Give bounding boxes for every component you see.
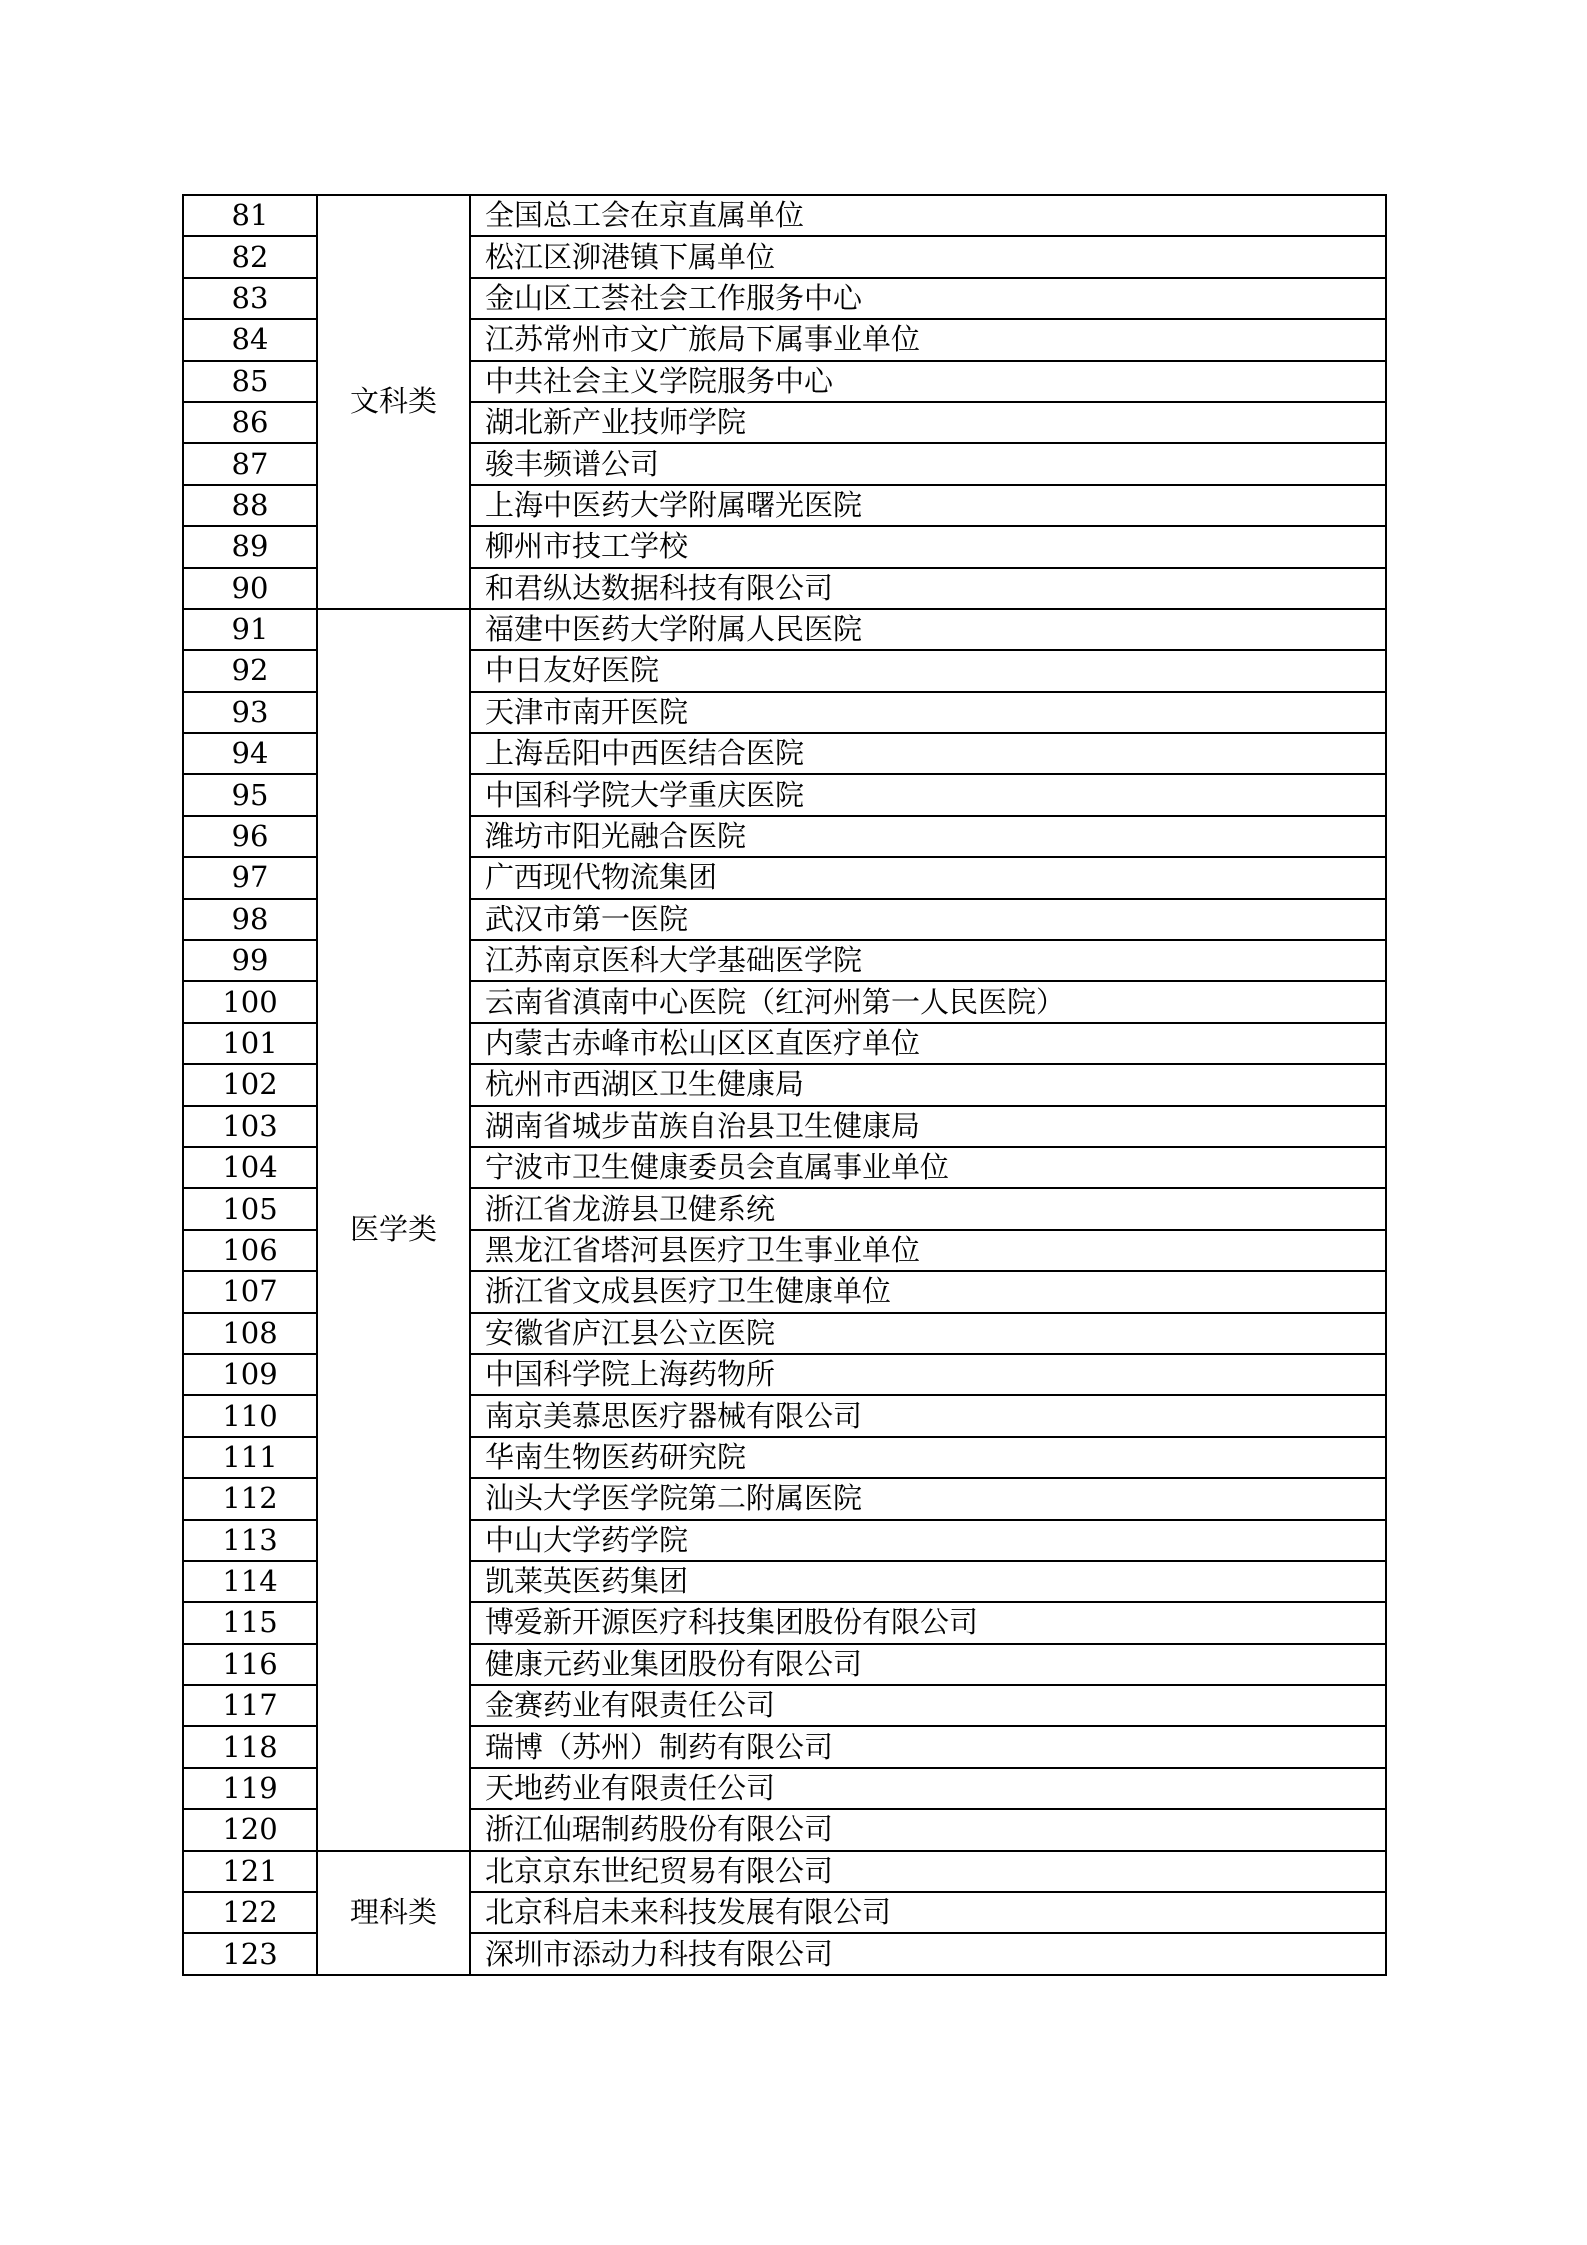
row-number: 121 [183, 1851, 317, 1892]
unit-name: 江苏常州市文广旅局下属事业单位 [470, 319, 1386, 360]
unit-name: 湖南省城步苗族自治县卫生健康局 [470, 1106, 1386, 1147]
table-row [183, 195, 1386, 236]
unit-name: 松江区泖港镇下属单位 [470, 236, 1386, 277]
row-number: 86 [183, 402, 317, 443]
row-number: 104 [183, 1147, 317, 1188]
unit-name: 瑞博（苏州）制药有限公司 [470, 1726, 1386, 1767]
category-cell: 文科类 [317, 195, 470, 609]
row-number: 123 [183, 1933, 317, 1974]
unit-name: 安徽省庐江县公立医院 [470, 1313, 1386, 1354]
table-row [183, 1851, 1386, 1892]
unit-name: 中日友好医院 [470, 650, 1386, 691]
table-row [183, 609, 1386, 650]
row-number: 103 [183, 1106, 317, 1147]
row-number: 96 [183, 816, 317, 857]
unit-name: 浙江省龙游县卫健系统 [470, 1188, 1386, 1229]
unit-name: 凯莱英医药集团 [470, 1561, 1386, 1602]
unit-name: 宁波市卫生健康委员会直属事业单位 [470, 1147, 1386, 1188]
unit-name: 浙江仙琚制药股份有限公司 [470, 1809, 1386, 1850]
unit-name: 中山大学药学院 [470, 1520, 1386, 1561]
row-number: 81 [183, 195, 317, 236]
unit-name: 潍坊市阳光融合医院 [470, 816, 1386, 857]
row-number: 101 [183, 1023, 317, 1064]
unit-name: 云南省滇南中心医院（红河州第一人民医院） [470, 981, 1386, 1022]
row-number: 122 [183, 1892, 317, 1933]
unit-name: 浙江省文成县医疗卫生健康单位 [470, 1271, 1386, 1312]
row-number: 83 [183, 278, 317, 319]
row-number: 94 [183, 733, 317, 774]
unit-name: 骏丰频谱公司 [470, 443, 1386, 484]
unit-name: 中国科学院大学重庆医院 [470, 774, 1386, 815]
category-cell: 医学类 [317, 609, 470, 1851]
unit-name: 健康元药业集团股份有限公司 [470, 1644, 1386, 1685]
row-number: 111 [183, 1437, 317, 1478]
unit-name: 汕头大学医学院第二附属医院 [470, 1478, 1386, 1519]
unit-name: 金赛药业有限责任公司 [470, 1685, 1386, 1726]
unit-name: 北京京东世纪贸易有限公司 [470, 1851, 1386, 1892]
unit-name: 江苏南京医科大学基础医学院 [470, 940, 1386, 981]
row-number: 98 [183, 899, 317, 940]
row-number: 92 [183, 650, 317, 691]
row-number: 106 [183, 1230, 317, 1271]
row-number: 117 [183, 1685, 317, 1726]
unit-name: 上海中医药大学附属曙光医院 [470, 485, 1386, 526]
row-number: 113 [183, 1520, 317, 1561]
row-number: 120 [183, 1809, 317, 1850]
row-number: 97 [183, 857, 317, 898]
unit-name: 南京美慕思医疗器械有限公司 [470, 1395, 1386, 1436]
row-number: 84 [183, 319, 317, 360]
row-number: 105 [183, 1188, 317, 1229]
unit-name: 金山区工荟社会工作服务中心 [470, 278, 1386, 319]
unit-name: 广西现代物流集团 [470, 857, 1386, 898]
unit-name: 和君纵达数据科技有限公司 [470, 568, 1386, 609]
unit-name: 中共社会主义学院服务中心 [470, 361, 1386, 402]
unit-name: 杭州市西湖区卫生健康局 [470, 1064, 1386, 1105]
row-number: 85 [183, 361, 317, 402]
row-number: 107 [183, 1271, 317, 1312]
row-number: 116 [183, 1644, 317, 1685]
row-number: 82 [183, 236, 317, 277]
row-number: 108 [183, 1313, 317, 1354]
unit-name: 内蒙古赤峰市松山区区直医疗单位 [470, 1023, 1386, 1064]
unit-name: 武汉市第一医院 [470, 899, 1386, 940]
row-number: 119 [183, 1768, 317, 1809]
unit-name: 深圳市添动力科技有限公司 [470, 1933, 1386, 1974]
unit-name: 福建中医药大学附属人民医院 [470, 609, 1386, 650]
unit-name: 全国总工会在京直属单位 [470, 195, 1386, 236]
row-number: 93 [183, 692, 317, 733]
row-number: 91 [183, 609, 317, 650]
unit-list-table [182, 194, 1387, 1976]
row-number: 89 [183, 526, 317, 567]
row-number: 95 [183, 774, 317, 815]
unit-name: 北京科启未来科技发展有限公司 [470, 1892, 1386, 1933]
row-number: 109 [183, 1354, 317, 1395]
category-cell: 理科类 [317, 1851, 470, 1975]
row-number: 110 [183, 1395, 317, 1436]
row-number: 118 [183, 1726, 317, 1767]
unit-name: 湖北新产业技师学院 [470, 402, 1386, 443]
row-number: 88 [183, 485, 317, 526]
unit-name: 中国科学院上海药物所 [470, 1354, 1386, 1395]
unit-name: 黑龙江省塔河县医疗卫生事业单位 [470, 1230, 1386, 1271]
row-number: 100 [183, 981, 317, 1022]
unit-name: 柳州市技工学校 [470, 526, 1386, 567]
unit-name: 博爱新开源医疗科技集团股份有限公司 [470, 1602, 1386, 1643]
row-number: 90 [183, 568, 317, 609]
row-number: 99 [183, 940, 317, 981]
row-number: 115 [183, 1602, 317, 1643]
row-number: 102 [183, 1064, 317, 1105]
unit-name: 天地药业有限责任公司 [470, 1768, 1386, 1809]
unit-list-body [183, 195, 1386, 1975]
unit-name: 华南生物医药研究院 [470, 1437, 1386, 1478]
row-number: 87 [183, 443, 317, 484]
unit-name: 天津市南开医院 [470, 692, 1386, 733]
row-number: 112 [183, 1478, 317, 1519]
row-number: 114 [183, 1561, 317, 1602]
unit-name: 上海岳阳中西医结合医院 [470, 733, 1386, 774]
